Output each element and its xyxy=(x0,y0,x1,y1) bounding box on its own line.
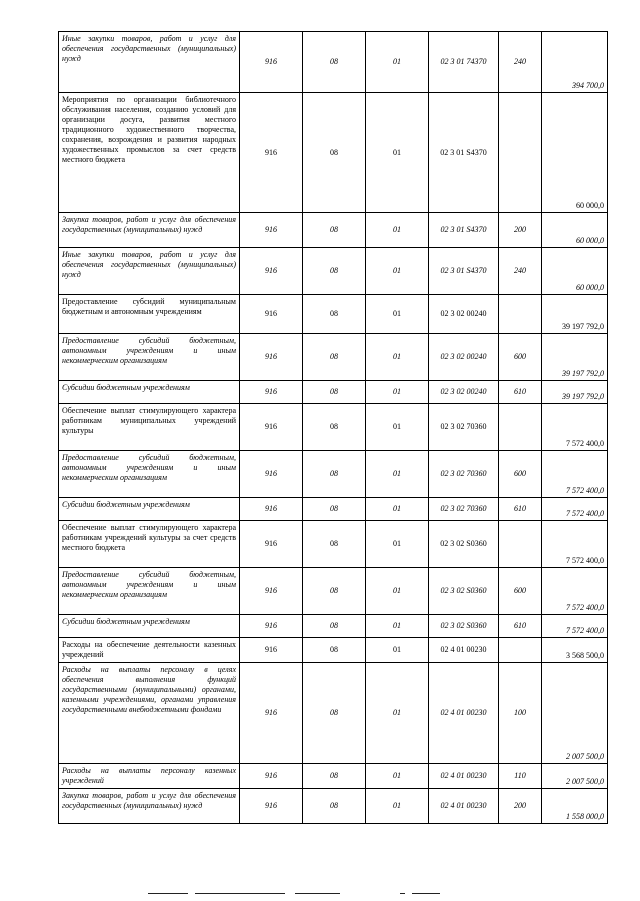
cell-sum: 39 197 792,0 xyxy=(542,295,608,334)
cell-ministry: 916 xyxy=(240,213,303,248)
cell-subsection: 01 xyxy=(366,568,429,615)
cell-ministry: 916 xyxy=(240,404,303,451)
cell-section: 08 xyxy=(303,638,366,663)
cell-target: 02 3 01 74370 xyxy=(429,32,499,93)
cell-section: 08 xyxy=(303,32,366,93)
table-row xyxy=(59,381,608,404)
cell-section: 08 xyxy=(303,451,366,498)
footer-rule xyxy=(148,893,188,894)
footer-rule xyxy=(400,893,405,894)
cell-subsection: 01 xyxy=(366,789,429,824)
cell-section: 08 xyxy=(303,213,366,248)
cell-name: Расходы на обеспечение деятельности казенных учреждений xyxy=(59,638,240,663)
table-row xyxy=(59,93,608,213)
cell-name: Иные закупки товаров, работ и услуг для обеспечения государственных (муниципальных) нужд xyxy=(59,32,240,93)
cell-name: Расходы на выплаты персоналу в целях обеспечения выполнения функций государственными (муниципальными) органами, казенными учреждениями, органами управления государственными внебюджетными фондами xyxy=(59,663,240,764)
cell-subsection: 01 xyxy=(366,248,429,295)
cell-target: 02 3 02 00240 xyxy=(429,334,499,381)
table-row xyxy=(59,615,608,638)
cell-target: 02 3 02 S0360 xyxy=(429,521,499,568)
cell-subsection: 01 xyxy=(366,451,429,498)
table-row xyxy=(59,663,608,764)
cell-vid: 600 xyxy=(499,451,542,498)
table-row xyxy=(59,451,608,498)
cell-ministry: 916 xyxy=(240,451,303,498)
cell-subsection: 01 xyxy=(366,638,429,663)
cell-target: 02 3 02 00240 xyxy=(429,295,499,334)
cell-target: 02 3 02 70360 xyxy=(429,404,499,451)
cell-ministry: 916 xyxy=(240,334,303,381)
cell-target: 02 3 01 S4370 xyxy=(429,248,499,295)
cell-ministry: 916 xyxy=(240,248,303,295)
cell-section: 08 xyxy=(303,93,366,213)
cell-sum: 7 572 400,0 xyxy=(542,615,608,638)
cell-target: 02 3 02 70360 xyxy=(429,498,499,521)
cell-section: 08 xyxy=(303,248,366,295)
cell-ministry: 916 xyxy=(240,663,303,764)
table-row xyxy=(59,764,608,789)
cell-target: 02 3 02 S0360 xyxy=(429,568,499,615)
cell-name: Закупка товаров, работ и услуг для обеспечения государственных (муниципальных) нужд xyxy=(59,213,240,248)
cell-vid: 200 xyxy=(499,789,542,824)
cell-section: 08 xyxy=(303,334,366,381)
table-row xyxy=(59,248,608,295)
cell-target: 02 4 01 00230 xyxy=(429,638,499,663)
cell-sum: 3 568 500,0 xyxy=(542,638,608,663)
cell-ministry: 916 xyxy=(240,789,303,824)
cell-vid: 200 xyxy=(499,213,542,248)
cell-vid: 240 xyxy=(499,248,542,295)
cell-name: Предоставление субсидий бюджетным, автономным учреждениям и иным некоммерческим организациям xyxy=(59,334,240,381)
cell-vid: 100 xyxy=(499,663,542,764)
cell-name: Предоставление субсидий бюджетным, автономным учреждениям и иным некоммерческим организациям xyxy=(59,568,240,615)
cell-ministry: 916 xyxy=(240,615,303,638)
cell-sum: 7 572 400,0 xyxy=(542,568,608,615)
cell-vid: 610 xyxy=(499,381,542,404)
cell-ministry: 916 xyxy=(240,32,303,93)
table-row xyxy=(59,521,608,568)
cell-sum: 7 572 400,0 xyxy=(542,451,608,498)
cell-name: Обеспечение выплат стимулирующего характера работникам муниципальных учреждений культуры xyxy=(59,404,240,451)
cell-subsection: 01 xyxy=(366,295,429,334)
budget-table xyxy=(58,31,608,824)
cell-name: Обеспечение выплат стимулирующего характера работникам учреждений культуры за счет средств местного бюджета xyxy=(59,521,240,568)
cell-vid xyxy=(499,93,542,213)
cell-section: 08 xyxy=(303,764,366,789)
cell-section: 08 xyxy=(303,498,366,521)
cell-sum: 7 572 400,0 xyxy=(542,404,608,451)
cell-sum: 1 558 000,0 xyxy=(542,789,608,824)
cell-subsection: 01 xyxy=(366,334,429,381)
cell-ministry: 916 xyxy=(240,93,303,213)
cell-vid: 110 xyxy=(499,764,542,789)
cell-name: Субсидии бюджетным учреждениям xyxy=(59,381,240,404)
cell-subsection: 01 xyxy=(366,663,429,764)
cell-name: Иные закупки товаров, работ и услуг для обеспечения государственных (муниципальных) нужд xyxy=(59,248,240,295)
cell-subsection: 01 xyxy=(366,213,429,248)
table-row xyxy=(59,568,608,615)
cell-name: Мероприятия по организации библиотечного обслуживания населения, созданию условий для организации досуга, развития местного традиционного художественного творчества, сохранения, возрождения и развития народных художественных промыслов за счет средств местного бюджета xyxy=(59,93,240,213)
cell-name: Субсидии бюджетным учреждениям xyxy=(59,615,240,638)
cell-sum: 7 572 400,0 xyxy=(542,498,608,521)
cell-ministry: 916 xyxy=(240,381,303,404)
cell-subsection: 01 xyxy=(366,498,429,521)
table-row xyxy=(59,213,608,248)
cell-name: Предоставление субсидий бюджетным, автономным учреждениям и иным некоммерческим организациям xyxy=(59,451,240,498)
cell-target: 02 4 01 00230 xyxy=(429,764,499,789)
cell-name: Закупка товаров, работ и услуг для обеспечения государственных (муниципальных) нужд xyxy=(59,789,240,824)
cell-sum: 60 000,0 xyxy=(542,213,608,248)
cell-target: 02 3 02 S0360 xyxy=(429,615,499,638)
cell-section: 08 xyxy=(303,381,366,404)
cell-ministry: 916 xyxy=(240,568,303,615)
cell-section: 08 xyxy=(303,568,366,615)
cell-section: 08 xyxy=(303,615,366,638)
cell-target: 02 4 01 00230 xyxy=(429,789,499,824)
cell-name: Предоставление субсидий муниципальным бюджетным и автономным учреждениям xyxy=(59,295,240,334)
cell-vid xyxy=(499,521,542,568)
table-row xyxy=(59,404,608,451)
cell-sum: 39 197 792,0 xyxy=(542,381,608,404)
cell-ministry: 916 xyxy=(240,764,303,789)
cell-sum: 2 007 500,0 xyxy=(542,764,608,789)
cell-subsection: 01 xyxy=(366,93,429,213)
cell-section: 08 xyxy=(303,404,366,451)
cell-vid: 600 xyxy=(499,568,542,615)
table-row xyxy=(59,789,608,824)
footer-rule xyxy=(412,893,440,894)
cell-section: 08 xyxy=(303,789,366,824)
cell-ministry: 916 xyxy=(240,638,303,663)
budget-table-body xyxy=(59,32,608,824)
cell-section: 08 xyxy=(303,295,366,334)
footer-rule xyxy=(295,893,340,894)
cell-sum: 7 572 400,0 xyxy=(542,521,608,568)
table-row xyxy=(59,334,608,381)
cell-subsection: 01 xyxy=(366,521,429,568)
cell-name: Расходы на выплаты персоналу казенных учреждений xyxy=(59,764,240,789)
cell-sum: 39 197 792,0 xyxy=(542,334,608,381)
cell-target: 02 3 01 S4370 xyxy=(429,213,499,248)
cell-vid xyxy=(499,638,542,663)
table-row xyxy=(59,295,608,334)
cell-vid: 610 xyxy=(499,498,542,521)
cell-section: 08 xyxy=(303,521,366,568)
cell-vid xyxy=(499,295,542,334)
cell-name: Субсидии бюджетным учреждениям xyxy=(59,498,240,521)
cell-sum: 2 007 500,0 xyxy=(542,663,608,764)
cell-vid: 610 xyxy=(499,615,542,638)
table-row xyxy=(59,32,608,93)
footer-rule xyxy=(195,893,285,894)
cell-ministry: 916 xyxy=(240,521,303,568)
cell-target: 02 3 02 70360 xyxy=(429,451,499,498)
cell-vid xyxy=(499,404,542,451)
cell-ministry: 916 xyxy=(240,498,303,521)
cell-sum: 60 000,0 xyxy=(542,248,608,295)
cell-subsection: 01 xyxy=(366,615,429,638)
cell-target: 02 4 01 00230 xyxy=(429,663,499,764)
cell-sum: 394 700,0 xyxy=(542,32,608,93)
cell-vid: 600 xyxy=(499,334,542,381)
table-row xyxy=(59,638,608,663)
cell-subsection: 01 xyxy=(366,764,429,789)
cell-target: 02 3 01 S4370 xyxy=(429,93,499,213)
cell-ministry: 916 xyxy=(240,295,303,334)
cell-subsection: 01 xyxy=(366,381,429,404)
cell-subsection: 01 xyxy=(366,32,429,93)
cell-sum: 60 000,0 xyxy=(542,93,608,213)
cell-target: 02 3 02 00240 xyxy=(429,381,499,404)
cell-vid: 240 xyxy=(499,32,542,93)
table-row xyxy=(59,498,608,521)
cell-subsection: 01 xyxy=(366,404,429,451)
cell-section: 08 xyxy=(303,663,366,764)
